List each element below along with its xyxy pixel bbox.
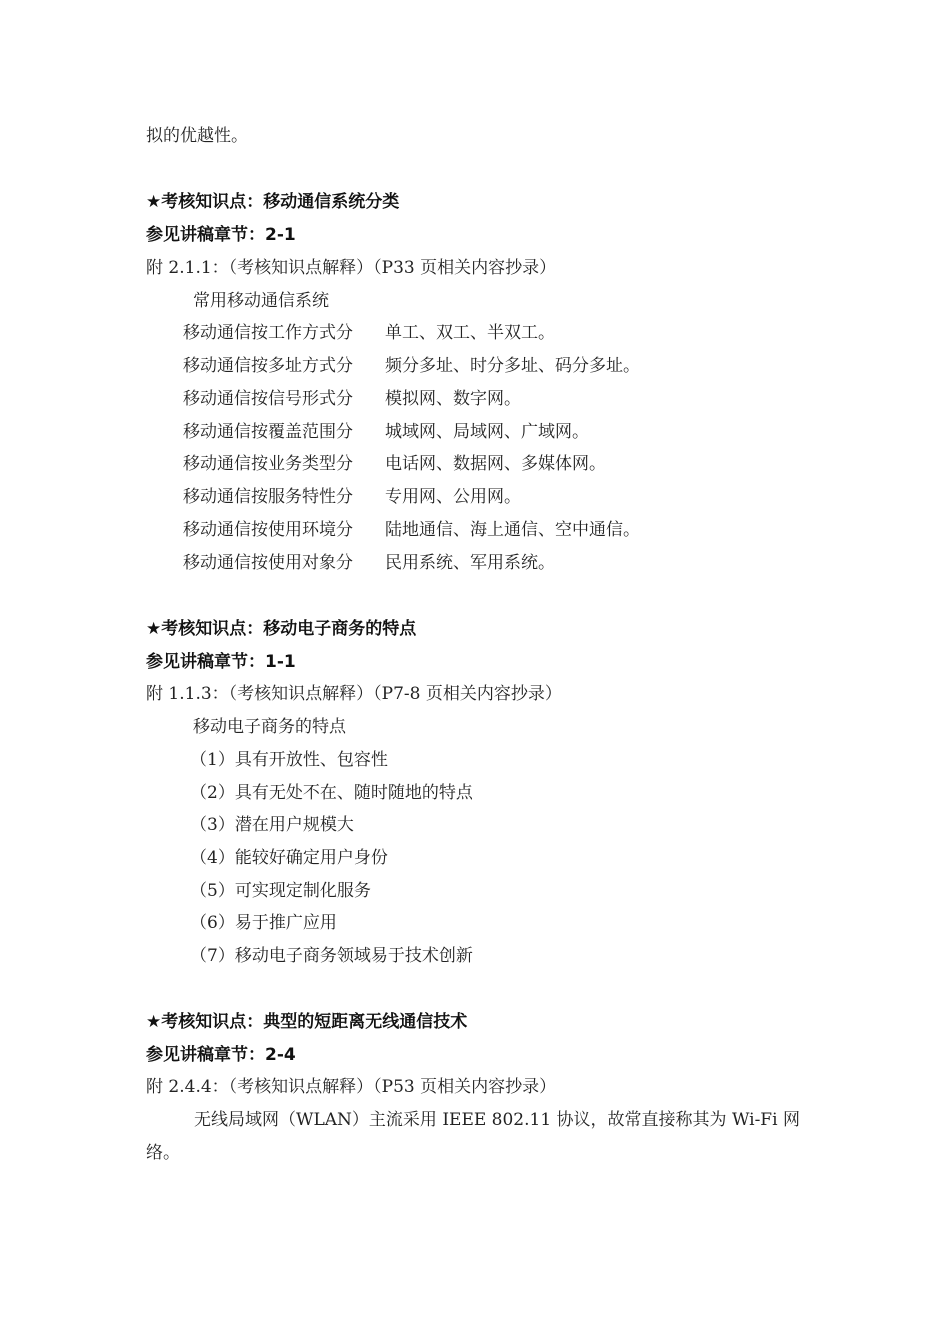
- section-heading: ★考核知识点：移动电子商务的特点: [146, 619, 417, 639]
- section-ref: 参见讲稿章节：2-4: [146, 1045, 296, 1065]
- classification-row: [183, 388, 521, 410]
- section-ref: 参见讲稿章节：2-1: [146, 225, 296, 245]
- row-value: 单工、双工、半双工。: [385, 323, 555, 343]
- classification-row: [183, 322, 555, 344]
- row-value: 民用系统、军用系统。: [385, 553, 555, 573]
- section-appendix: 附 1.1.3：（考核知识点解释）（P7-8 页相关内容抄录）: [146, 684, 562, 704]
- classification-row: [183, 453, 606, 475]
- feature-item: （3）潜在用户规模大: [190, 815, 354, 835]
- row-value: 城域网、局域网、广域网。: [385, 422, 589, 442]
- classification-row: [183, 486, 521, 508]
- row-key: 移动通信按多址方式分: [183, 356, 353, 376]
- intro-tail: 拟的优越性。: [146, 126, 248, 146]
- row-value: 专用网、公用网。: [385, 487, 521, 507]
- row-key: 移动通信按工作方式分: [183, 323, 353, 343]
- section-appendix: 附 2.4.4：（考核知识点解释）（P53 页相关内容抄录）: [146, 1077, 557, 1097]
- classification-row: [183, 552, 555, 574]
- row-key: 移动通信按使用环境分: [183, 520, 353, 540]
- section-paragraph: 无线局域网（WLAN）主流采用 IEEE 802.11 协议，故常直接称其为 Wi-Fi 网络。: [146, 1110, 800, 1163]
- classification-row: [183, 355, 640, 377]
- row-key: 移动通信按覆盖范围分: [183, 422, 353, 442]
- row-key: 移动通信按业务类型分: [183, 454, 353, 474]
- feature-item: （1）具有开放性、包容性: [190, 750, 388, 770]
- feature-item: （5）可实现定制化服务: [190, 881, 371, 901]
- row-value: 频分多址、时分多址、码分多址。: [385, 356, 640, 376]
- row-key: 移动通信按服务特性分: [183, 487, 353, 507]
- section-heading: ★考核知识点：典型的短距离无线通信技术: [146, 1012, 468, 1032]
- classification-row: [183, 519, 640, 541]
- feature-item: （6）易于推广应用: [190, 913, 337, 933]
- feature-item: （2）具有无处不在、随时随地的特点: [190, 783, 473, 803]
- section-subtitle: 移动电子商务的特点: [193, 717, 346, 737]
- row-value: 陆地通信、海上通信、空中通信。: [385, 520, 640, 540]
- section-subtitle: 常用移动通信系统: [193, 291, 329, 311]
- feature-item: （7）移动电子商务领域易于技术创新: [190, 946, 473, 966]
- section-ref: 参见讲稿章节：1-1: [146, 652, 296, 672]
- row-key: 移动通信按信号形式分: [183, 389, 353, 409]
- row-key: 移动通信按使用对象分: [183, 553, 353, 573]
- feature-item: （4）能较好确定用户身份: [190, 848, 388, 868]
- row-value: 模拟网、数字网。: [385, 389, 521, 409]
- classification-row: [183, 421, 589, 443]
- row-value: 电话网、数据网、多媒体网。: [385, 454, 606, 474]
- section-appendix: 附 2.1.1：（考核知识点解释）（P33 页相关内容抄录）: [146, 258, 557, 278]
- section-heading: ★考核知识点：移动通信系统分类: [146, 192, 400, 212]
